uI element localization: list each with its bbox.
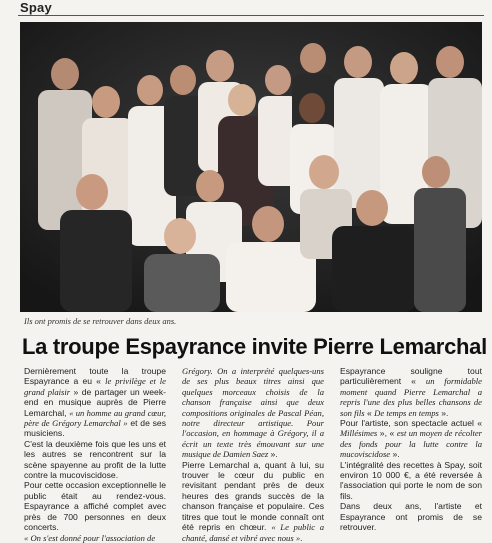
article-text-run: Millésimes [340,428,378,439]
article-text-run: et de ses musiciens. [24,418,166,439]
article-text-run: Dernièrement toute la troupe Espayrance a eu « [24,366,166,387]
photo-caption: Ils ont promis de se retrouver dans deux ans. [24,316,177,326]
article-text-run: Pierre Lemarchal a, quant à lui, su trouver le cœur du public en revisitant pendant près de deux heures des grands succès de la chanson française et populaire. Ces titres que tout le monde connaît ont été repris en chœur. [182,459,324,533]
article-text-run: ». [438,407,449,418]
article-text-run: « Le public a chanté, dansé et vibré avec nous » [182,522,324,543]
article-text-run: L'intégralité des recettes à Spay, soit environ 10 000 €, a été reversée à l'association qui porte le nom de son fils. [340,459,482,501]
article-text-run: le privilège et le grand plaisir [24,376,166,397]
article-text-run: », « [377,428,397,439]
group-photo-illustration [20,22,482,312]
article-text-run: ». [390,449,400,460]
article-column-2 [182,366,324,543]
section-rule [18,15,484,16]
article-text-run: Espayrance souligne tout particulièrement « [340,366,482,387]
article-text-run: . [300,532,303,543]
article-text-run: un formidable moment quand Pierre Lemarchal a repris l'une des plus belles chansons de son fils [340,376,482,418]
article-text-run: Pour cette occasion exceptionnelle le public était au rendez-vous. Espayrance a affiché complet avec près de 700 personnes en deux concerts. [24,480,166,533]
group-photo [20,22,482,312]
article-headline: La troupe Espayrance invite Pierre Lemarchal [22,334,487,359]
article-text-run: » de partager un week-end en musique auprès de Pierre Lemarchal, [24,386,166,418]
article-column-3 [340,366,482,533]
article-text-run: « un homme au grand cœur, père de Grégory Lemarchal » [24,407,166,429]
section-label: Spay [20,0,52,15]
article-body [24,366,482,542]
article-text-run: « [364,407,375,418]
article-text-run: Pour l'artiste, son spectacle actuel « [340,418,482,429]
article-text-run: est un moyen de récolter des fonds pour la lutte contre la mucoviscidose [340,428,483,460]
article-text-run: De temps en temps [374,407,439,418]
article-text-run: Dans deux ans, l'artiste et Espayrance ont promis de se retrouver. [340,501,482,533]
article-text-run: « On s'est donné pour l'association de [24,532,156,543]
article-text-run: Grégory. On a interprété quelques-uns de ses plus beaux titres ainsi que quelques morceaux choisis de la chanson française ainsi que deux compositions originales de Pascal Péan, notre directeur artistique. Pour l'occasion, en hommage à Grégory, il a écrit un texte très émouvant sur une musique de Damien Saez [182,366,324,460]
article-text-run: C'est la deuxième fois que les uns et les autres se rencontrent sur la scène spayenne au profit de la lutte contre la mucoviscidose. [24,438,166,481]
article-column-1 [24,366,166,543]
article-text-run: ». [268,449,278,460]
